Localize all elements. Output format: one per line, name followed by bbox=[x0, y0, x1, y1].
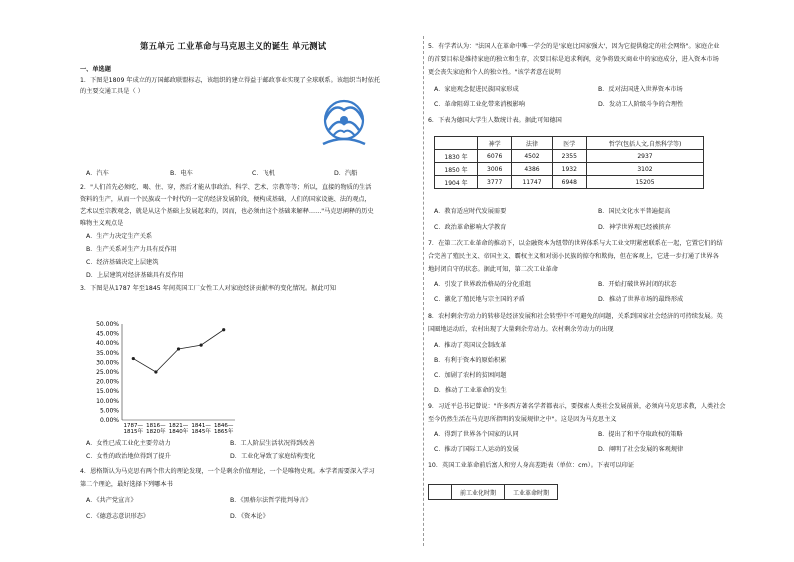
table-header-cell bbox=[435, 137, 478, 150]
table-cell: 1932 bbox=[552, 163, 586, 176]
upu-emblem-image bbox=[315, 94, 373, 150]
data-point bbox=[200, 344, 203, 347]
data-point bbox=[177, 347, 180, 350]
x-tick-label: 1815年 bbox=[123, 429, 144, 435]
q6-line: 6．下表为德国大学生人数统计表。据此可知德国 bbox=[428, 117, 562, 124]
table-header-cell: 医学 bbox=[552, 137, 586, 150]
data-point bbox=[132, 357, 135, 360]
q1-option[interactable]: B．电车 bbox=[170, 170, 193, 177]
q8-option[interactable]: C．加剧了农村的贫困问题 bbox=[434, 372, 507, 379]
q1-option[interactable]: D．汽船 bbox=[334, 170, 358, 177]
q6-option[interactable]: D．神学世界观已经被摈弃 bbox=[598, 224, 671, 231]
q1-line: 1．下图是1809 年成立的万国邮政联盟标志，该组织的建立得益于邮政事业实现了全球联系。该组织当时依托 bbox=[80, 77, 381, 84]
q7-line: 地封闭自守的状态。据此可知，第二次工业革命 bbox=[428, 266, 558, 273]
table-header-cell: 前工业化时期 bbox=[452, 485, 505, 500]
q4-option[interactable]: D．《资本论》 bbox=[230, 513, 269, 520]
table-header-cell: 神学 bbox=[478, 137, 512, 150]
q9-line: 至今仍然生活在马克思所指明的发展规律之中"。这是因为马克思主义 bbox=[428, 416, 617, 423]
table-cell: 2355 bbox=[552, 150, 586, 163]
q3-option[interactable]: B．工人阶层生活状况得到改善 bbox=[230, 440, 315, 447]
table-cell: 6948 bbox=[552, 176, 586, 189]
q5-option[interactable]: A．家庭观念促进民族国家形成 bbox=[434, 86, 519, 93]
q4-line: 第二个理论，最好选择下列哪本书 bbox=[80, 481, 173, 488]
q3-option[interactable]: D．工业化导致了家庭结构变化 bbox=[230, 453, 316, 460]
table-header-row bbox=[435, 137, 704, 150]
q2-option[interactable]: C．经济基础决定上层建筑 bbox=[86, 259, 159, 266]
q9-line: 9．习近平总书记曾说："许多西方著名学者都表示，要探索人类社会发展前景，必须向马克思求教，人类社会 bbox=[428, 403, 726, 410]
q8-line: 国圈地运动后，农村出现了大量剩余劳动力。农村剩余劳动力的出现 bbox=[428, 326, 614, 333]
contribution-line-chart bbox=[80, 320, 240, 435]
q7-option[interactable]: B．开始打破世界封闭的状态 bbox=[598, 281, 677, 288]
q5-option[interactable]: C．革命阻碍工业化带来消极影响 bbox=[434, 101, 525, 108]
section-heading: 一、单选题 bbox=[80, 66, 111, 73]
q8-option[interactable]: A．推动了英国议会制改革 bbox=[434, 342, 507, 349]
y-tick-label: 0.00% bbox=[99, 417, 119, 424]
q7-option[interactable]: C．激化了殖民地与宗主国的矛盾 bbox=[434, 296, 525, 303]
q2-line: 唯物主义观点是 bbox=[80, 220, 124, 227]
y-tick-label: 35.00% bbox=[96, 349, 119, 357]
q8-option[interactable]: D．推动了工业革命的发生 bbox=[434, 387, 507, 394]
table-cell: 1830 年 bbox=[435, 150, 478, 163]
q4-option[interactable]: C．《德意志意识形态》 bbox=[86, 513, 150, 520]
y-tick-label: 20.00% bbox=[96, 378, 119, 386]
q2-line: 资料的生产，从而一个民族或一个时代的一定的经济发展阶段，便构成基础，人们的国家设施、法的观点， bbox=[80, 196, 371, 203]
q8-line: 8．农村剩余劳动力的转移是经济发展和社会转型中不可避免的问题，关系到国家社会经济的可持续发展。英 bbox=[428, 313, 723, 320]
q5-line: 更会丧失家庭和个人的独立性。"该学者意在说明 bbox=[428, 69, 561, 76]
q10-line: 10．英国工业革命前后富人和穷人身高差距表（单位：cm）。下表可以印证 bbox=[428, 462, 635, 469]
q1-option[interactable]: C．飞机 bbox=[252, 170, 275, 177]
q5-option[interactable]: B．反对法国进入世界资本市场 bbox=[598, 86, 683, 93]
x-tick-label: 1841— bbox=[191, 423, 211, 429]
table-cell: 3102 bbox=[587, 163, 704, 176]
y-tick-label: 50.00% bbox=[96, 321, 119, 328]
q7-line: 合完善了殖民主义、帝国主义、霸权主义和对弱小民族的掠夺和欺侮，但在客观上，它进一步打通了世界各 bbox=[428, 253, 719, 260]
column-divider bbox=[423, 36, 424, 546]
q3-option[interactable]: C．女性的政治地位得到了提升 bbox=[86, 453, 171, 460]
y-tick-label: 45.00% bbox=[96, 330, 119, 338]
table-cell: 4502 bbox=[512, 150, 552, 163]
table-cell: 3006 bbox=[478, 163, 512, 176]
data-point bbox=[154, 370, 157, 373]
table-header-cell: 工业革命时期 bbox=[505, 485, 558, 500]
table-cell: 1850 年 bbox=[435, 163, 478, 176]
table-header-row bbox=[429, 485, 558, 500]
x-tick-label: 1821— bbox=[168, 423, 189, 429]
q6-option[interactable]: A．教育适应时代发展需要 bbox=[434, 208, 507, 215]
x-tick-label: 1787— bbox=[123, 423, 144, 429]
q2-option[interactable]: B．生产关系对生产力具有反作用 bbox=[86, 246, 177, 253]
y-tick-label: 25.00% bbox=[96, 369, 119, 376]
q5-line: 的首要目标是维持家庭的独立和生存，次要目标是追求利润，竞争将毁灭商业中的家庭成分，进入资本市场 bbox=[428, 56, 719, 63]
q6-option[interactable]: C．政治革命影响大学教育 bbox=[434, 224, 507, 231]
x-tick-label: 1840年 bbox=[168, 429, 189, 435]
q7-option[interactable]: D．推动了世界市场的最终形成 bbox=[598, 296, 684, 303]
q2-option[interactable]: A．生产力决定生产关系 bbox=[86, 233, 153, 240]
q4-option[interactable]: A．《共产党宣言》 bbox=[86, 497, 137, 504]
q4-line: 4．恩格斯认为马克思有两个伟大的理论发现，一个是剩余价值理论，一个是唯物史观。本学者需要深入学习 bbox=[80, 468, 375, 475]
q9-option[interactable]: A．得到了世界各个国家的认同 bbox=[434, 431, 519, 438]
table-header-cell bbox=[429, 485, 452, 500]
table-cell: 4386 bbox=[512, 163, 552, 176]
q7-option[interactable]: A．引发了世界政治格局的分化重组 bbox=[434, 281, 532, 288]
table-cell: 15205 bbox=[587, 176, 704, 189]
y-tick-label: 15.00% bbox=[96, 388, 119, 396]
q3-line: 3．下图是从1787 年至1845 年间英国工厂女性工人对家庭经济贡献率的变化情况。据此可知 bbox=[80, 285, 336, 292]
page-title: 第五单元 工业革命与马克思主义的诞生 单元测试 bbox=[140, 41, 327, 51]
student-count-table bbox=[434, 136, 704, 189]
table-row bbox=[435, 163, 704, 176]
q9-option[interactable]: D．阐明了社会发展的客观规律 bbox=[598, 446, 684, 453]
q4-option[interactable]: B．《黑格尔法哲学批判导言》 bbox=[230, 497, 312, 504]
table-cell: 1904 年 bbox=[435, 176, 478, 189]
q9-option[interactable]: B．提出了和平夺取政权的策略 bbox=[598, 431, 683, 438]
q2-line: 2．"人们首先必须吃、喝、住、穿，然后才能从事政治、科学、艺术、宗教等等；所以，直接的物质的生活 bbox=[80, 184, 372, 191]
q2-line: 艺术以至宗教观念，就是从这个基础上发展起来的，因而，也必须由这个基础来解释……"马克思阐释的历史 bbox=[80, 208, 374, 215]
y-tick-label: 40.00% bbox=[96, 340, 119, 348]
x-tick-label: 1820年 bbox=[146, 429, 166, 435]
x-tick-label: 1846— bbox=[213, 423, 234, 429]
table-cell: 3777 bbox=[478, 176, 512, 189]
y-tick-label: 10.00% bbox=[96, 397, 119, 405]
q3-option[interactable]: A．女性已成工业化主要劳动力 bbox=[86, 440, 171, 447]
q6-option[interactable]: B．国民文化水平普遍提高 bbox=[598, 208, 671, 215]
height-gap-table bbox=[428, 484, 558, 500]
table-header-cell: 法律 bbox=[512, 137, 552, 150]
q2-option[interactable]: D．上层建筑对经济基础具有反作用 bbox=[86, 272, 184, 279]
table-row bbox=[435, 150, 704, 163]
q1-line: 的主要交通工具是（ ） bbox=[80, 88, 144, 95]
series-line bbox=[133, 330, 223, 372]
q5-line: 5．有学者认为："法国人在革命中唯一学会的是'家庭比国家强大'，因为它提供稳定的社会网络"。家庭企业 bbox=[428, 43, 720, 50]
table-row bbox=[435, 176, 704, 189]
table-cell: 11747 bbox=[512, 176, 552, 189]
q5-option[interactable]: D．发动工人阶级斗争的合理性 bbox=[598, 101, 684, 108]
table-cell: 6076 bbox=[478, 150, 512, 163]
q8-option[interactable]: B．有利于资本的原始积累 bbox=[434, 357, 507, 364]
table-header-cell: 哲学(包括人文,自然科学等) bbox=[587, 137, 704, 150]
y-tick-label: 5.00% bbox=[99, 407, 119, 415]
y-tick-label: 30.00% bbox=[96, 359, 119, 367]
x-tick-label: 1865年 bbox=[213, 429, 234, 435]
x-tick-label: 1845年 bbox=[191, 429, 211, 435]
data-point bbox=[222, 328, 225, 331]
table-cell: 2937 bbox=[587, 150, 704, 163]
q7-line: 7．在第二次工业革命的推动下，以金融资本为纽带的世界体系与大工业文明紧密联系在一起，它置它们的结 bbox=[428, 240, 723, 247]
x-tick-label: 1816— bbox=[146, 423, 166, 429]
q9-option[interactable]: C．推动了国际工人运动的发展 bbox=[434, 446, 519, 453]
q1-option[interactable]: A．汽车 bbox=[86, 170, 109, 177]
